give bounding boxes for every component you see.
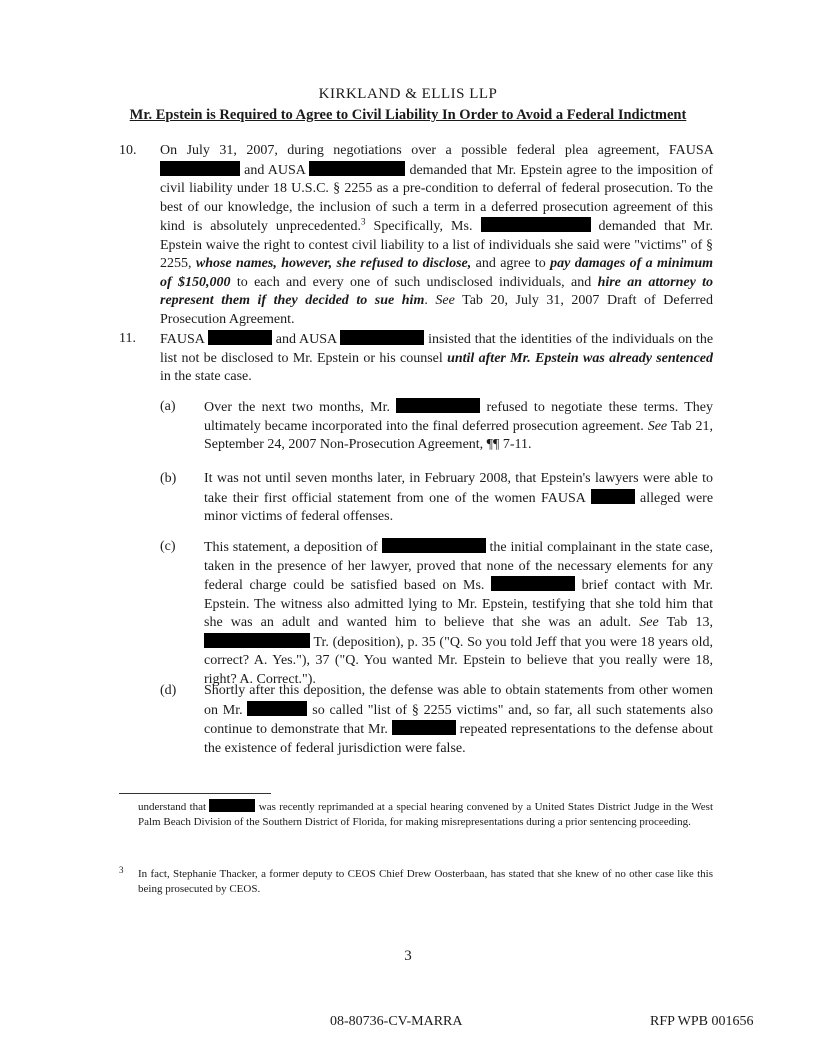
subparagraph-a: [204, 398, 713, 455]
redaction-block: [396, 398, 480, 413]
paragraph-10: [160, 142, 713, 329]
paragraph-11: [160, 330, 713, 387]
footnote-continuation: [138, 799, 713, 830]
pa-text-2: refused to negotiate these terms. They ultimately became incorporated into the final deferred prosecution agreement.: [204, 400, 713, 434]
p10-emphasis-2: pay damages of a minimum of $150,000: [160, 256, 713, 290]
pa-see: See: [647, 418, 668, 434]
redaction-block: [591, 489, 635, 504]
footnote-3-marker: 3: [119, 865, 124, 875]
p10-emphasis-1: whose names, however, she refused to disclose,: [195, 256, 472, 271]
pa-text-3: Tab 21, September 24, 2007 Non-Prosecution Agreement, ¶¶ 7-11.: [204, 418, 713, 452]
footnote-3: In fact, Stephanie Thacker, a former deputy to CEOS Chief Drew Oosterbaan, has stated that she knew of no other case like this being prosecuted by CEOS.: [138, 868, 713, 895]
redaction-block: [491, 576, 575, 591]
p10-text-2: and AUSA: [244, 162, 306, 178]
pb-text-2: alleged were minor victims of federal offenses.: [204, 490, 714, 524]
p10-text-6: and agree to: [475, 256, 546, 271]
pc-see: See: [639, 615, 659, 630]
subparagraph-label-c: (c): [160, 539, 176, 554]
subparagraph-label-b: (b): [160, 471, 177, 486]
p11-text-4: in the state case.: [160, 369, 252, 384]
redaction-block: [340, 330, 424, 345]
p10-see: See: [435, 293, 455, 308]
footnote-ref-3: 3: [361, 216, 366, 227]
fn-cont-text-2: was recently reprimanded at a special hearing convened by a United States District Judge in the West Palm Beach Division of the Southern District of Florida, for making misrepresentations during a prior sentencing proceeding.: [138, 801, 714, 828]
paragraph-number-11: 11.: [119, 331, 136, 346]
firm-letterhead: KIRKLAND & ELLIS LLP: [318, 86, 498, 102]
case-number: 08-80736-CV-MARRA: [330, 1014, 463, 1029]
p10-text-4: Specifically, Ms.: [365, 219, 473, 234]
redaction-block: [209, 799, 255, 812]
redaction-block: [204, 633, 310, 648]
redaction-block: [208, 330, 272, 345]
pd-text-1: Shortly after this deposition, the defense was able to obtain statements from other women on Mr.: [204, 683, 713, 718]
p10-text-3: demanded that Mr. Epstein agree to the imposition of civil liability under 18 U.S.C. § 2255 as a pre-condition to deferral of federal prosecution. To the best of our knowledge, the inclusion of such a term in a deferred prosecution agreement of this kind is absolutely unprecedented.: [160, 162, 714, 234]
subparagraph-d: [204, 682, 713, 758]
p11-text-2: and AUSA: [275, 332, 337, 347]
redaction-block: [247, 701, 307, 716]
pa-text-1: Over the next two months, Mr.: [204, 400, 390, 415]
subparagraph-c: [204, 538, 713, 689]
p10-text-1: On July 31, 2007, during negotiations over a possible federal plea agreement, FAUSA: [160, 143, 713, 158]
subparagraph-b: [204, 470, 713, 527]
pc-text-4: Tab 13,: [666, 615, 713, 630]
bates-number: RFP WPB 001656: [650, 1014, 754, 1029]
pb-text-1: It was not until seven months later, in February 2008, that Epstein's lawyers were able to take their first official statement from one of the women FAUSA: [204, 471, 713, 506]
p10-text-5: demanded that Mr. Epstein waive the right to contest civil liability to a list of individuals she said were "victims" of § 2255,: [160, 219, 713, 271]
page-number: 3: [404, 948, 412, 964]
pd-text-2: so called "list of § 2255 victims" and, so far, all such statements also continue to demonstrate that Mr.: [204, 702, 714, 737]
p11-text-3: insisted that the identities of the individuals on the list not be disclosed to Mr. Epstein or his counsel: [160, 332, 714, 366]
p10-text-7: to each and every one of such undisclosed individuals, and: [236, 274, 592, 290]
fn-cont-text-1: understand that: [138, 801, 207, 813]
p10-text-9: Tab 20, July 31, 2007 Draft of Deferred Prosecution Agreement.: [160, 293, 713, 327]
p10-emphasis-3: hire an attorney to represent them if they decided to sue him: [160, 274, 714, 308]
pc-text-2: the initial complainant in the state case, taken in the presence of her lawyer, proved that none of the necessary elements for any federal charge could be satisfied based on Ms.: [204, 540, 714, 593]
redaction-block: [382, 538, 486, 553]
subparagraph-label-d: (d): [160, 683, 177, 698]
footnote-separator: [119, 793, 271, 794]
subparagraph-label-a: (a): [160, 399, 176, 414]
pc-text-5: Tr. (deposition), p. 35 ("Q. So you told Jeff that you were 18 years old, correct? A. Yes."), 37 ("Q. You wanted Mr. Epstein to believe that you really were 18, right? A. Correct.").: [204, 634, 713, 687]
redaction-block: [160, 161, 240, 176]
pd-text-3: repeated representations to the defense about the existence of federal jurisdiction were false.: [204, 722, 713, 756]
pc-text-1: This statement, a deposition of: [204, 540, 378, 555]
redaction-block: [392, 720, 456, 735]
pc-text-3: brief contact with Mr. Epstein. The witness also admitted lying to Mr. Epstein, testifying that she told him that she was an adult and wanted him to believe that she was an adult.: [204, 578, 714, 630]
p11-text-1: FAUSA: [160, 332, 205, 347]
section-heading: Mr. Epstein is Required to Agree to Civil Liability In Order to Avoid a Federal Indictment: [129, 107, 687, 123]
paragraph-number-10: 10.: [119, 143, 137, 158]
redaction-block: [309, 161, 405, 176]
redaction-block: [481, 217, 591, 232]
p10-text-8: .: [424, 293, 428, 308]
p11-emphasis-1: until after Mr. Epstein was already sentenced: [447, 350, 713, 366]
